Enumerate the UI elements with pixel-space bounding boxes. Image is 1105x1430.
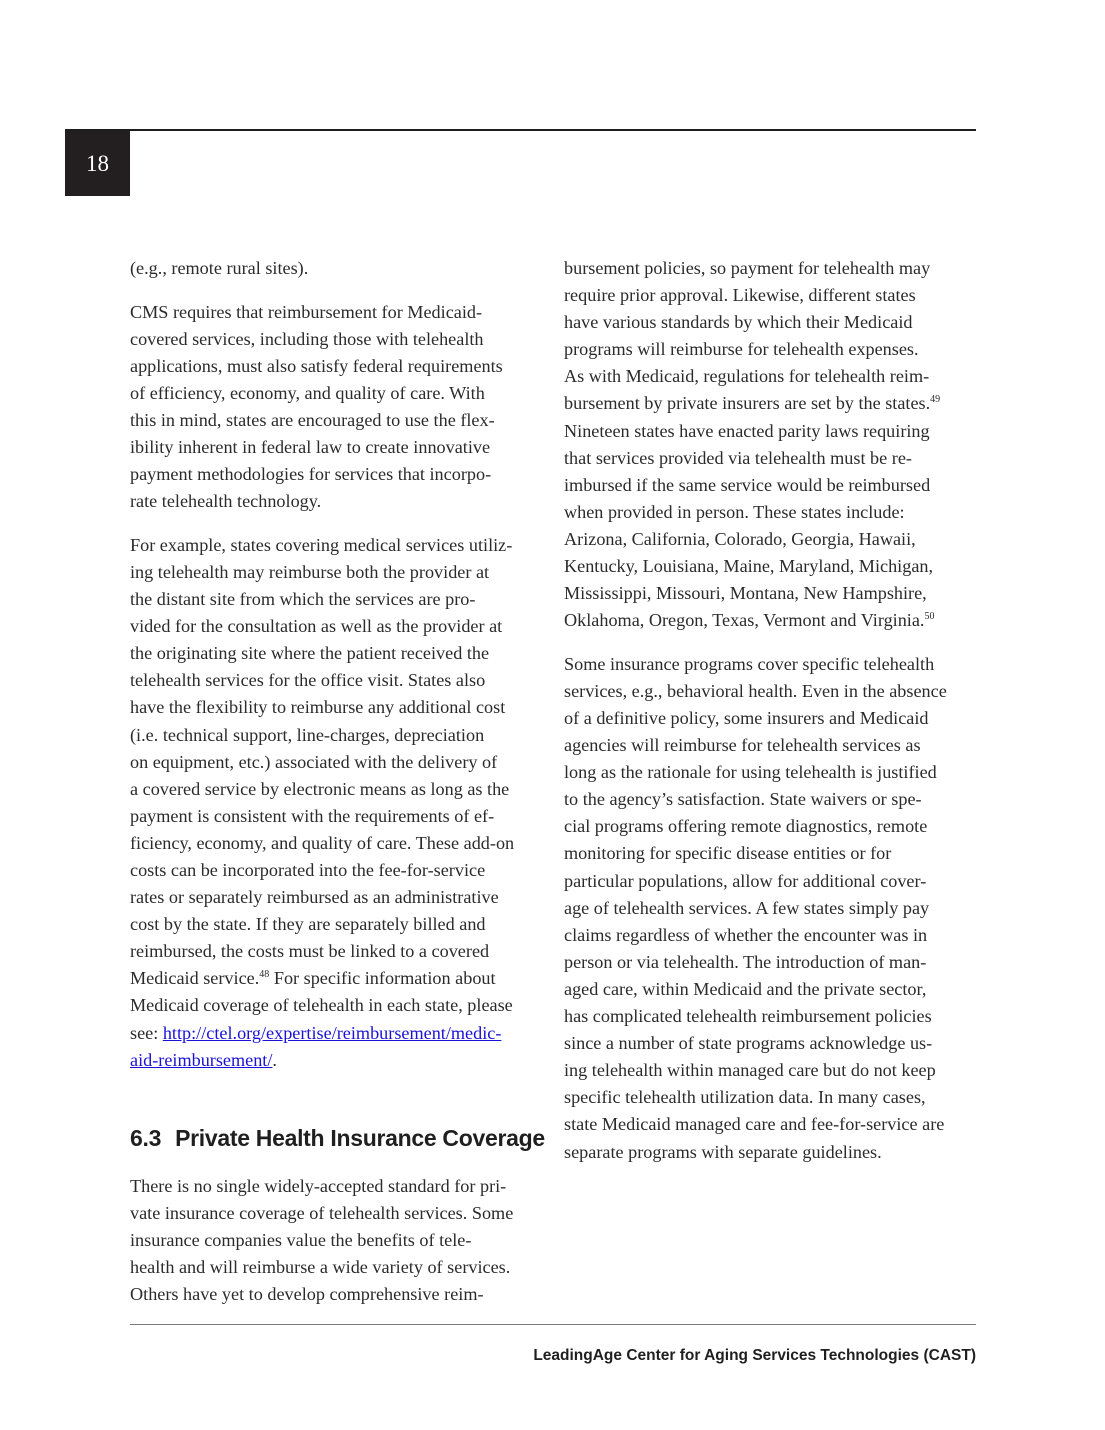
text-line: a covered service by electronic means as long as the [130, 778, 510, 799]
text-line [564, 607, 979, 634]
text-line: has complicated telehealth reimbursement policies [564, 1006, 932, 1027]
text-line: Others have yet to develop comprehensive reim- [130, 1284, 484, 1305]
text-line: when provided in person. These states include: [564, 501, 905, 522]
text-line [130, 1020, 545, 1047]
text-line: Arizona, California, Colorado, Georgia, Hawaii, [564, 528, 916, 549]
text-line: on equipment, etc.) associated with the delivery of [130, 751, 498, 772]
text-line: cost by the state. If they are separately billed and [130, 914, 486, 935]
text-line: rate telehealth technology. [130, 491, 322, 512]
text-line: (e.g., remote rural sites). [130, 258, 309, 278]
text-line: cial programs offering remote diagnostics, remote [564, 816, 928, 837]
text-line: Mississippi, Missouri, Montana, New Hampshire, [564, 583, 927, 604]
header-rule [65, 129, 976, 131]
paragraph [130, 532, 545, 1074]
text-line: long as the rationale for using telehealth is justified [564, 762, 937, 783]
text-run: For specific information about [269, 968, 496, 989]
section-number: 6.3 [130, 1124, 162, 1151]
text-line: bursement policies, so payment for telehealth may [564, 258, 931, 278]
text-line: payment methodologies for services that incorpo- [130, 464, 492, 485]
text-line: There is no single widely-accepted standard for pri- [130, 1175, 507, 1196]
footnote-marker-50[interactable]: 50 [924, 611, 935, 623]
text-line: claims regardless of whether the encounter was in [564, 924, 928, 945]
section-heading [130, 1123, 545, 1153]
medicaid-reimbursement-link-continued[interactable]: aid-reimbursement/ [130, 1049, 273, 1070]
paragraph [130, 1173, 545, 1308]
text-line: Nineteen states have enacted parity laws requiring [564, 420, 930, 441]
text-line: imbursed if the same service would be reimbursed [564, 474, 931, 495]
text-line: ibility inherent in federal law to create innovative [130, 437, 491, 458]
text-line: programs will reimburse for telehealth expenses. [564, 339, 919, 360]
text-line: health and will reimburse a wide variety of services. [130, 1257, 511, 1277]
medicaid-reimbursement-link[interactable]: http://ctel.org/expertise/reimbursement/medic- [162, 1022, 502, 1043]
text-line: have various standards by which their Medicaid [564, 312, 913, 333]
right-column [564, 255, 979, 1182]
text-line: agencies will reimburse for telehealth services as [564, 735, 921, 756]
text-line: telehealth services for the office visit. States also [130, 670, 486, 691]
text-line: age of telehealth services. A few states simply pay [564, 897, 930, 918]
text-line: For example, states covering medical services utiliz- [130, 534, 513, 555]
paragraph [130, 299, 545, 516]
text-line: covered services, including those with telehealth [130, 328, 484, 349]
text-run: Oklahoma, Oregon, Texas, Vermont and Virginia. [564, 610, 925, 631]
text-line: this in mind, states are encouraged to use the flex- [130, 409, 495, 430]
section-title: Private Health Insurance Coverage [175, 1124, 545, 1151]
text-line: specific telehealth utilization data. In many cases, [564, 1087, 926, 1108]
text-line [130, 1047, 545, 1074]
text-line: vided for the consultation as well as the provider at [130, 616, 503, 637]
text-line: to the agency’s satisfaction. State waivers or spe- [564, 789, 922, 810]
text-line: Some insurance programs cover specific telehealth [564, 653, 935, 674]
text-line: (i.e. technical support, line-charges, depreciation [130, 724, 485, 745]
text-line: ficiency, economy, and quality of care. These add-on [130, 832, 515, 853]
text-run: bursement by private insurers are set by the states. [564, 393, 931, 414]
text-line: have the flexibility to reimburse any additional cost [130, 697, 506, 718]
text-line: ing telehealth within managed care but do not keep [564, 1060, 936, 1081]
text-line: Medicaid coverage of telehealth in each state, please [130, 995, 513, 1016]
text-line: payment is consistent with the requirements of ef- [130, 805, 495, 826]
paragraph [564, 651, 979, 1166]
text-line: services, e.g., behavioral health. Even in the absence [564, 680, 947, 701]
text-line: insurance companies value the benefits of tele- [130, 1229, 472, 1250]
text-run: . [272, 1049, 277, 1070]
text-line: the distant site from which the services are pro- [130, 589, 476, 610]
paragraph [564, 255, 979, 634]
text-line: rates or separately reimbursed as an administrative [130, 887, 499, 908]
footer-rule [130, 1324, 976, 1325]
text-run: Medicaid service. [130, 968, 260, 989]
left-column [130, 255, 545, 1325]
text-line: applications, must also satisfy federal requirements [130, 355, 503, 376]
text-line: aged care, within Medicaid and the private sector, [564, 978, 927, 999]
text-line: the originating site where the patient received the [130, 643, 490, 664]
text-line: reimbursed, the costs must be linked to a covered [130, 941, 490, 962]
text-line: of efficiency, economy, and quality of care. With [130, 382, 485, 403]
text-line: monitoring for specific disease entities or for [564, 843, 892, 864]
page-number: 18 [65, 131, 130, 196]
paragraph [130, 255, 545, 282]
text-line: require prior approval. Likewise, different states [564, 285, 916, 306]
footnote-marker-48[interactable]: 48 [259, 969, 270, 981]
text-line: of a definitive policy, some insurers and Medicaid [564, 708, 929, 728]
text-line [564, 390, 979, 417]
text-line: ing telehealth may reimburse both the provider at [130, 561, 490, 582]
text-line: person or via telehealth. The introduction of man- [564, 951, 927, 972]
text-line: vate insurance coverage of telehealth services. Some [130, 1202, 514, 1223]
footnote-marker-49[interactable]: 49 [930, 394, 941, 406]
footer-text: LeadingAge Center for Aging Services Technologies (CAST) [533, 1347, 976, 1364]
text-line: costs can be incorporated into the fee-for-service [130, 859, 486, 880]
text-line [130, 965, 545, 992]
text-line: CMS requires that reimbursement for Medicaid- [130, 301, 483, 322]
text-run: see: [130, 1022, 163, 1043]
text-line: since a number of state programs acknowledge us- [564, 1033, 933, 1054]
text-line: Kentucky, Louisiana, Maine, Maryland, Michigan, [564, 556, 934, 577]
text-line: state Medicaid managed care and fee-for-service are [564, 1114, 945, 1135]
text-line: that services provided via telehealth must be re- [564, 447, 912, 468]
text-line: particular populations, allow for additional cover- [564, 870, 927, 891]
text-line: As with Medicaid, regulations for telehealth reim- [564, 366, 930, 387]
text-line: separate programs with separate guidelines. [564, 1141, 882, 1162]
